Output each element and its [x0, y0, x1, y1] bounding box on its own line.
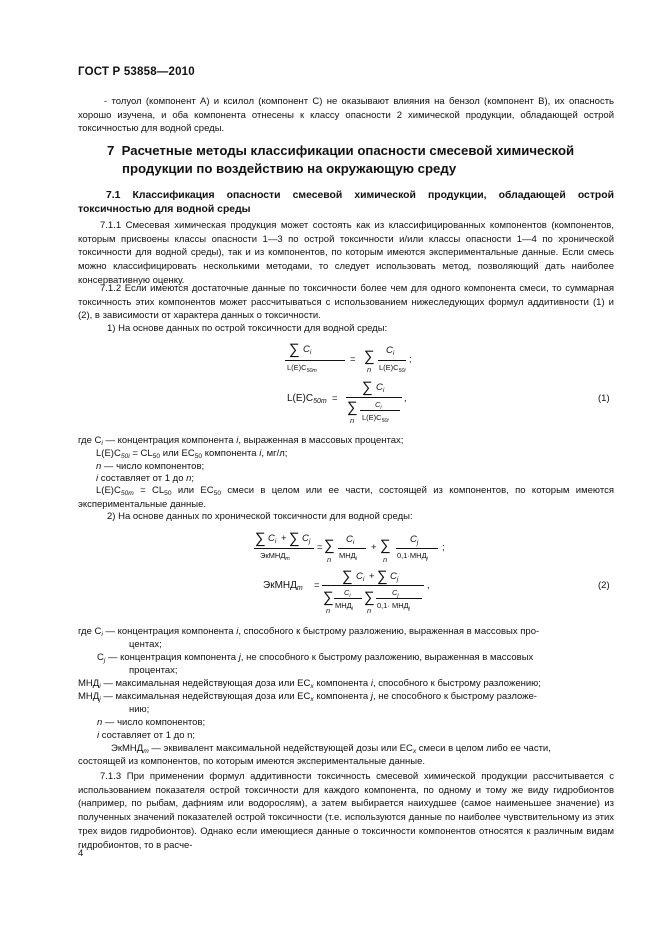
def-i-1: i составляет от 1 до n; [96, 473, 195, 484]
def-mndi: $МНД_i$ — максимальная недействующая доза или $EC_x$ компонента i, способного к быстрому разложению; [78, 678, 541, 690]
document-header-code: ГОСТ Р 53858—2010 [78, 66, 195, 78]
def-ci-2-cont: центах; [129, 639, 162, 650]
item-2-label: 2) На основе данных по хронической токсичности для водной среды: [107, 511, 413, 522]
paragraph-7-1-2: 7.1.2 Если имеются достаточные данные по токсичности более чем для одного компонента смеси, то суммарная токсичность этих компонентов может рассчитываться с использованием нижеследующих формул аддитивности (1) и (2), в зависимости от характера данных о токсичности. [78, 283, 614, 322]
def-mndj-cont: нию; [129, 704, 150, 715]
def-ekmnd: ЭкМНД$_m$ — эквивалент максимальной недействующей дозы или $EC_x$ смеси в целом либо ее части, [111, 743, 551, 755]
def-lec50i: $L(E)C_{50i} = CL_{50}$ или $EC_{50}$ компонента i, мг/л; [96, 448, 288, 460]
def-n-1: n — число компонентов; [96, 461, 205, 472]
paragraph-7-1-1: 7.1.1 Смесевая химическая продукция может состоять как из классифицированных компонентов (компонентов, которым присвоены классы опасности 1—3 по острой токсичности и/или классы опасности 1—4 по хронической токсичности для водной среды), так и из компонентов, по которым имеются экспериментальные данные. Если смесь можно классифицировать несколькими методами, то следует использовать метод, позволяющий дать наиболее консервативную оценку. [78, 220, 614, 286]
section-7-title: 7 Расчетные методы классификации опасности смесевой химической продукции по воздействию на окружающую среду [107, 143, 575, 176]
def-cj-cont: процентах; [129, 665, 178, 676]
equation-number-1: (1) [598, 393, 610, 404]
def-i-2: i составляет от 1 до n; [97, 730, 196, 741]
def-ci-1: где $C_i$ — концентрация компонента i, выраженная в массовых процентах; [78, 435, 404, 447]
intro-paragraph: - толуол (компонент А) и ксилол (компонент С) не оказывают влияния на бензол (компонент В), их опасность хорошо изучена, и оба компонента отнесены к классу опасности 2 химической продукции, обладающей острой токсичностью для водной среды. [78, 96, 614, 135]
equation-number-2: (2) [598, 580, 610, 591]
def-mndj: $МНД_j$ — максимальная недействующая доза или $EC_x$ компонента j, не способного к быстрому разложе- [78, 691, 537, 703]
paragraph-7-1-3: 7.1.3 При применении формул аддитивности токсичность смесевой химической продукции рассчитывается с использованием показателя острой токсичности для каждого компонента, по одному и тому же виду гидробионтов (например, по рыбам, дафниям или водорослям), а затем выбирается наихудшее (самое наименьшее значение) из полученных значений показателей острой токсичности (т.е. используются данные по наиболее чувствительному из этих трех видов гидробионтов). Однако если имеющиеся данные о токсичности компонентов относятся к различным видам гидробионтов, то в расче- [78, 771, 614, 851]
def-cj: $C_j$ — концентрация компонента j, не способного к быстрому разложению, выраженная в массовых [97, 652, 534, 664]
def-ci-2: где $C_i$ — концентрация компонента i, способного к быстрому разложению, выраженная в массовых про- [78, 626, 540, 638]
item-1-label: 1) На основе данных по острой токсичности для водной среды: [107, 323, 388, 334]
page-number: 4 [78, 848, 84, 859]
section-7-1-title: 7.1 Классификация опасности смесевой химической продукции, обладающей острой токсичностью для водной среды [78, 190, 614, 215]
def-lec50m: $L(E)C_{50m} = CL_{50}$ или $EC_{50}$ смеси в целом или ее части, состоящей из компонентов, по которым имеются экспериментальные данные. [78, 485, 614, 510]
def-ekmnd-cont: состоящей из компонентов, по которым имеются экспериментальные данные. [78, 756, 425, 767]
def-n-2: n — число компонентов; [97, 717, 206, 728]
